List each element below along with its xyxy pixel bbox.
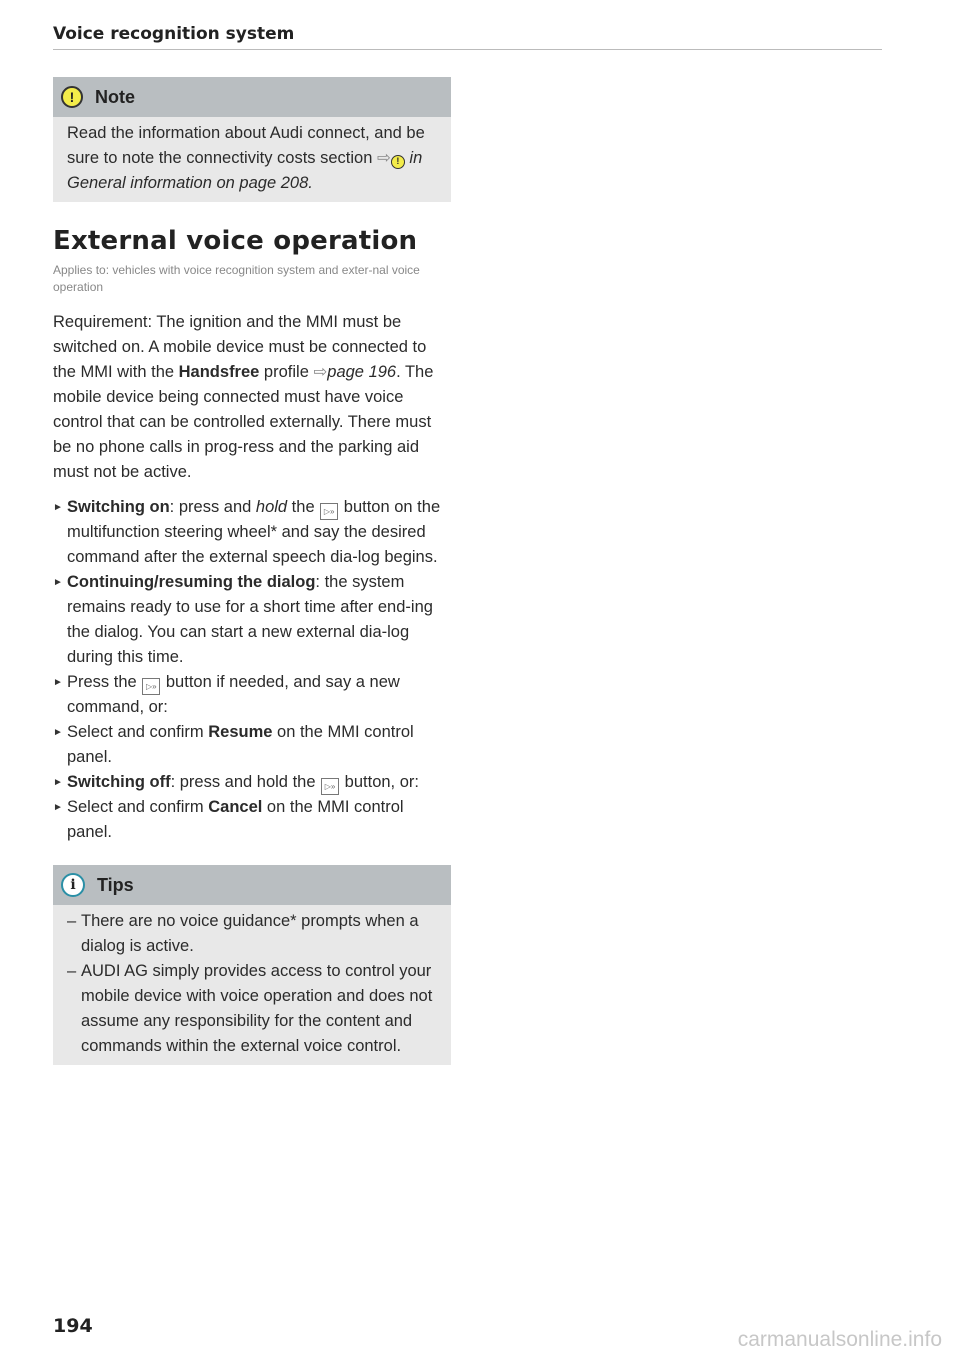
tips-list [53,909,441,1059]
note-label: Note [95,86,135,107]
step-item [53,770,451,795]
warning-icon: ! [61,86,83,108]
text: the [287,498,320,516]
tips-header [53,865,451,905]
voice-button-icon: ▷» [142,678,160,695]
step-item [53,795,451,845]
header-title: Voice recognition system [53,24,295,44]
text: on the MMI control panel. [67,798,404,841]
tips-label: Tips [97,874,134,895]
text: Select and confirm [67,723,209,741]
content-column [53,77,451,1065]
triangle-bullet-icon: ► [53,502,63,513]
note-text [53,117,451,202]
triangle-bullet-icon: ► [53,727,63,738]
text: button if needed, and say a new command, or: [67,673,400,716]
applies-to: Applies to: vehicles with voice recognition system and exter-nal voice operation [53,263,420,294]
step-term: Resume [208,723,273,741]
text: Press the [67,673,142,691]
triangle-bullet-icon: ► [53,677,63,688]
steps-list [53,495,451,845]
handsfree-term: Handsfree [178,363,260,381]
warning-icon: ! [391,155,405,169]
text: Select and confirm [67,798,209,816]
page-header [53,24,882,50]
step-term: Switching off [67,773,171,791]
note-box [53,77,451,202]
step-item [53,570,451,670]
step-term: Cancel [208,798,263,816]
dash-bullet: – [67,912,77,930]
info-icon: i [61,873,85,897]
step-item [53,670,451,720]
note-body: Read the information about Audi connect, and be sure to note the connectivity costs section [67,124,425,167]
voice-button-icon: ▷» [321,778,339,795]
tip-item [53,909,441,959]
step-item [53,495,451,570]
text: : press and [169,498,256,516]
emphasis: hold [255,498,288,516]
watermark: carmanualsonline.info [737,1328,942,1351]
text: profile [259,363,314,381]
step-term: Continuing/resuming the dialog [67,573,316,591]
triangle-bullet-icon: ► [53,802,63,813]
text: button on the multifunction steering wheel* and say the desired command after the external speech dia-log begins. [67,498,441,566]
text: Requirement: The ignition and the MMI must be switched on. A mobile device must be connected to the MMI with the [53,313,427,381]
page-reference-link[interactable]: page 196 [327,363,397,381]
text: : the system remains ready to use for a short time after end-ing the dialog. You can start a new external dia-log during this time. [67,573,433,666]
note-reference-link[interactable]: in General information on page 208. [67,149,423,192]
step-term: Switching on [67,498,170,516]
note-header [53,77,451,117]
tips-body [53,905,451,1065]
text: on the MMI control panel. [67,723,414,766]
triangle-bullet-icon: ► [53,777,63,788]
triangle-bullet-icon: ► [53,577,63,588]
text: . The mobile device being connected must have voice control that can be controlled externally. There must be no phone calls in prog-ress and the parking aid must not be active. [53,363,434,481]
section-title: External voice operation [53,226,418,256]
step-item [53,720,451,770]
dash-bullet: – [67,962,77,980]
page-number: 194 [53,1315,93,1337]
arrow-icon: ⇨ [313,363,328,381]
voice-button-icon: ▷» [320,503,338,520]
tip-text: There are no voice guidance* prompts when a dialog is active. [81,912,419,955]
requirement-paragraph [53,310,451,485]
tip-item [53,959,441,1059]
tips-box [53,865,451,1065]
tip-text: AUDI AG simply provides access to control your mobile device with voice operation and does not assume any responsibility for the content and commands within the external voice control. [81,962,433,1055]
arrow-icon: ⇨ [377,149,391,167]
text: button, or: [340,773,419,791]
text: : press and hold the [170,773,321,791]
